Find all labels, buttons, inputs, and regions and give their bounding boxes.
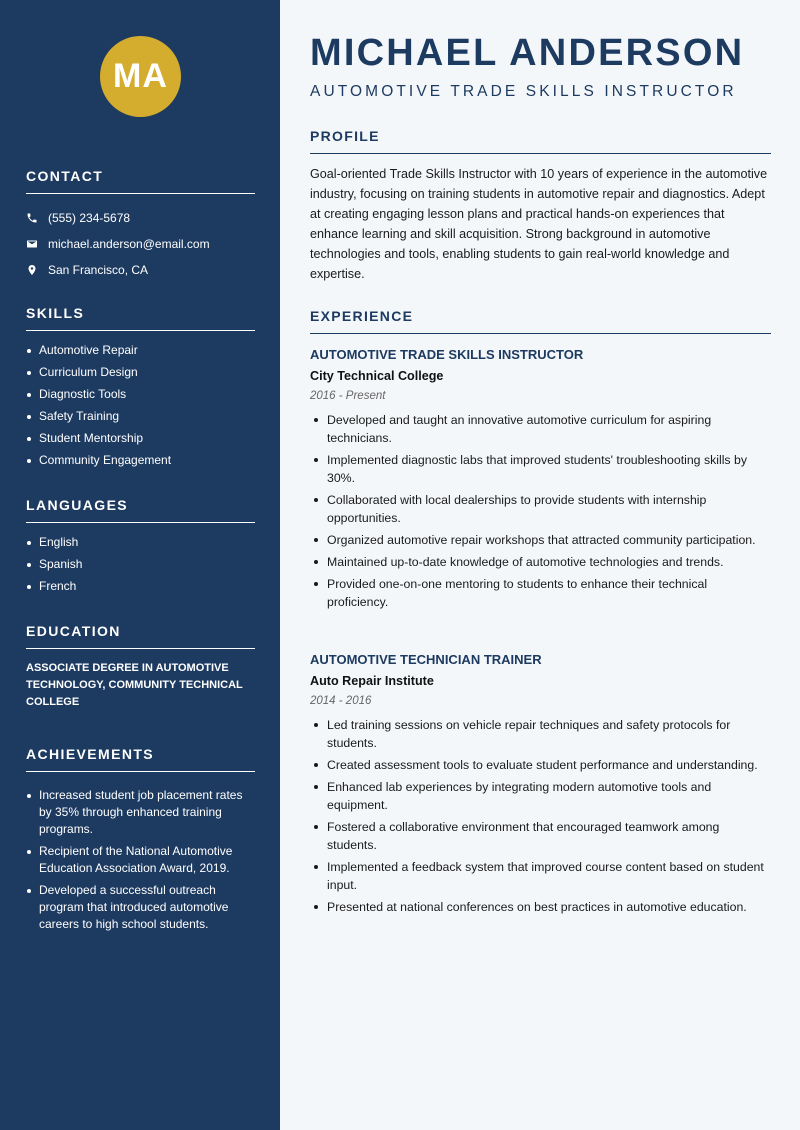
language-item: English — [26, 534, 255, 551]
job-bullet: Created assessment tools to evaluate student performance and understanding. — [310, 756, 771, 774]
avatar: MA — [100, 36, 181, 117]
job-title: AUTOMOTIVE TECHNICIAN TRAINER — [310, 652, 542, 667]
job-bullet: Collaborated with local dealerships to provide students with internship opportunities. — [310, 491, 771, 527]
job-bullet: Organized automotive repair workshops that attracted community participation. — [310, 531, 771, 549]
contact-location — [26, 257, 255, 283]
job-company: Auto Repair Institute — [310, 674, 434, 688]
profile-text: Goal-oriented Trade Skills Instructor with 10 years of experience in the automotive industry, focusing on training students in automotive repair and diagnostics. Adept at creating engaging lesson plans and practical hands-on experiences that enhance learning and skill acquisition. Strong background in automotive technologies and tools, enabling students to gain real-world knowledge and expertise. — [310, 167, 768, 281]
experience-heading: EXPERIENCE — [310, 308, 771, 334]
job-entry — [310, 652, 771, 920]
phone-icon — [26, 212, 38, 224]
skill-item: Safety Training — [26, 408, 255, 425]
profile-heading: PROFILE — [310, 128, 771, 154]
skills-heading: SKILLS — [26, 305, 255, 331]
skills-list — [26, 342, 255, 469]
candidate-name: MICHAEL ANDERSON — [310, 32, 745, 74]
contact-heading: CONTACT — [26, 168, 255, 194]
education-section — [26, 623, 255, 711]
achievements-heading: ACHIEVEMENTS — [26, 746, 255, 772]
job-dates: 2016 - Present — [310, 390, 386, 402]
job-title: AUTOMOTIVE TRADE SKILLS INSTRUCTOR — [310, 347, 584, 362]
skills-section — [26, 305, 255, 474]
mail-icon — [26, 238, 38, 250]
contact-section — [26, 168, 255, 283]
achievement-item: Increased student job placement rates by 35% through enhanced training programs. — [26, 787, 255, 838]
skill-item: Student Mentorship — [26, 430, 255, 447]
sidebar — [0, 0, 280, 1130]
language-item: Spanish — [26, 556, 255, 573]
contact-phone — [26, 205, 255, 231]
achievement-item: Recipient of the National Automotive Education Association Award, 2019. — [26, 843, 255, 877]
achievements-list — [26, 787, 255, 933]
job-bullet: Provided one-on-one mentoring to students to enhance their technical proficiency. — [310, 575, 771, 611]
contact-list — [26, 205, 255, 283]
email-text[interactable]: michael.anderson@email.com — [48, 237, 210, 251]
job-bullets — [310, 411, 771, 611]
job-entry — [310, 347, 771, 615]
skill-item: Diagnostic Tools — [26, 386, 255, 403]
achievement-item: Developed a successful outreach program that introduced automotive careers to high school students. — [26, 882, 255, 933]
job-bullet: Presented at national conferences on best practices in automotive education. — [310, 898, 771, 916]
education-degree: ASSOCIATE DEGREE IN AUTOMOTIVE TECHNOLOGY, COMMUNITY TECHNICAL COLLEGE — [26, 662, 243, 708]
job-dates: 2014 - 2016 — [310, 695, 372, 707]
languages-section — [26, 497, 255, 600]
job-bullet: Implemented a feedback system that improved course content based on student input. — [310, 858, 771, 894]
job-bullet: Enhanced lab experiences by integrating modern automotive tools and equipment. — [310, 778, 771, 814]
job-bullet: Led training sessions on vehicle repair techniques and safety protocols for students. — [310, 716, 771, 752]
contact-email — [26, 231, 255, 257]
skill-item: Community Engagement — [26, 452, 255, 469]
job-company: City Technical College — [310, 369, 444, 383]
languages-list — [26, 534, 255, 595]
candidate-title: AUTOMOTIVE TRADE SKILLS INSTRUCTOR — [310, 83, 737, 100]
education-heading: EDUCATION — [26, 623, 255, 649]
job-bullet: Fostered a collaborative environment that encouraged teamwork among students. — [310, 818, 771, 854]
language-item: French — [26, 578, 255, 595]
skill-item: Curriculum Design — [26, 364, 255, 381]
achievements-section — [26, 746, 255, 938]
location-text: San Francisco, CA — [48, 263, 149, 277]
languages-heading: LANGUAGES — [26, 497, 255, 523]
phone-text: (555) 234-5678 — [48, 211, 131, 225]
job-bullet: Developed and taught an innovative automotive curriculum for aspiring technicians. — [310, 411, 771, 447]
job-bullets — [310, 716, 771, 916]
job-bullet: Maintained up-to-date knowledge of automotive technologies and trends. — [310, 553, 771, 571]
job-bullet: Implemented diagnostic labs that improved students' troubleshooting skills by 30%. — [310, 451, 771, 487]
location-pin-icon — [26, 264, 38, 276]
skill-item: Automotive Repair — [26, 342, 255, 359]
